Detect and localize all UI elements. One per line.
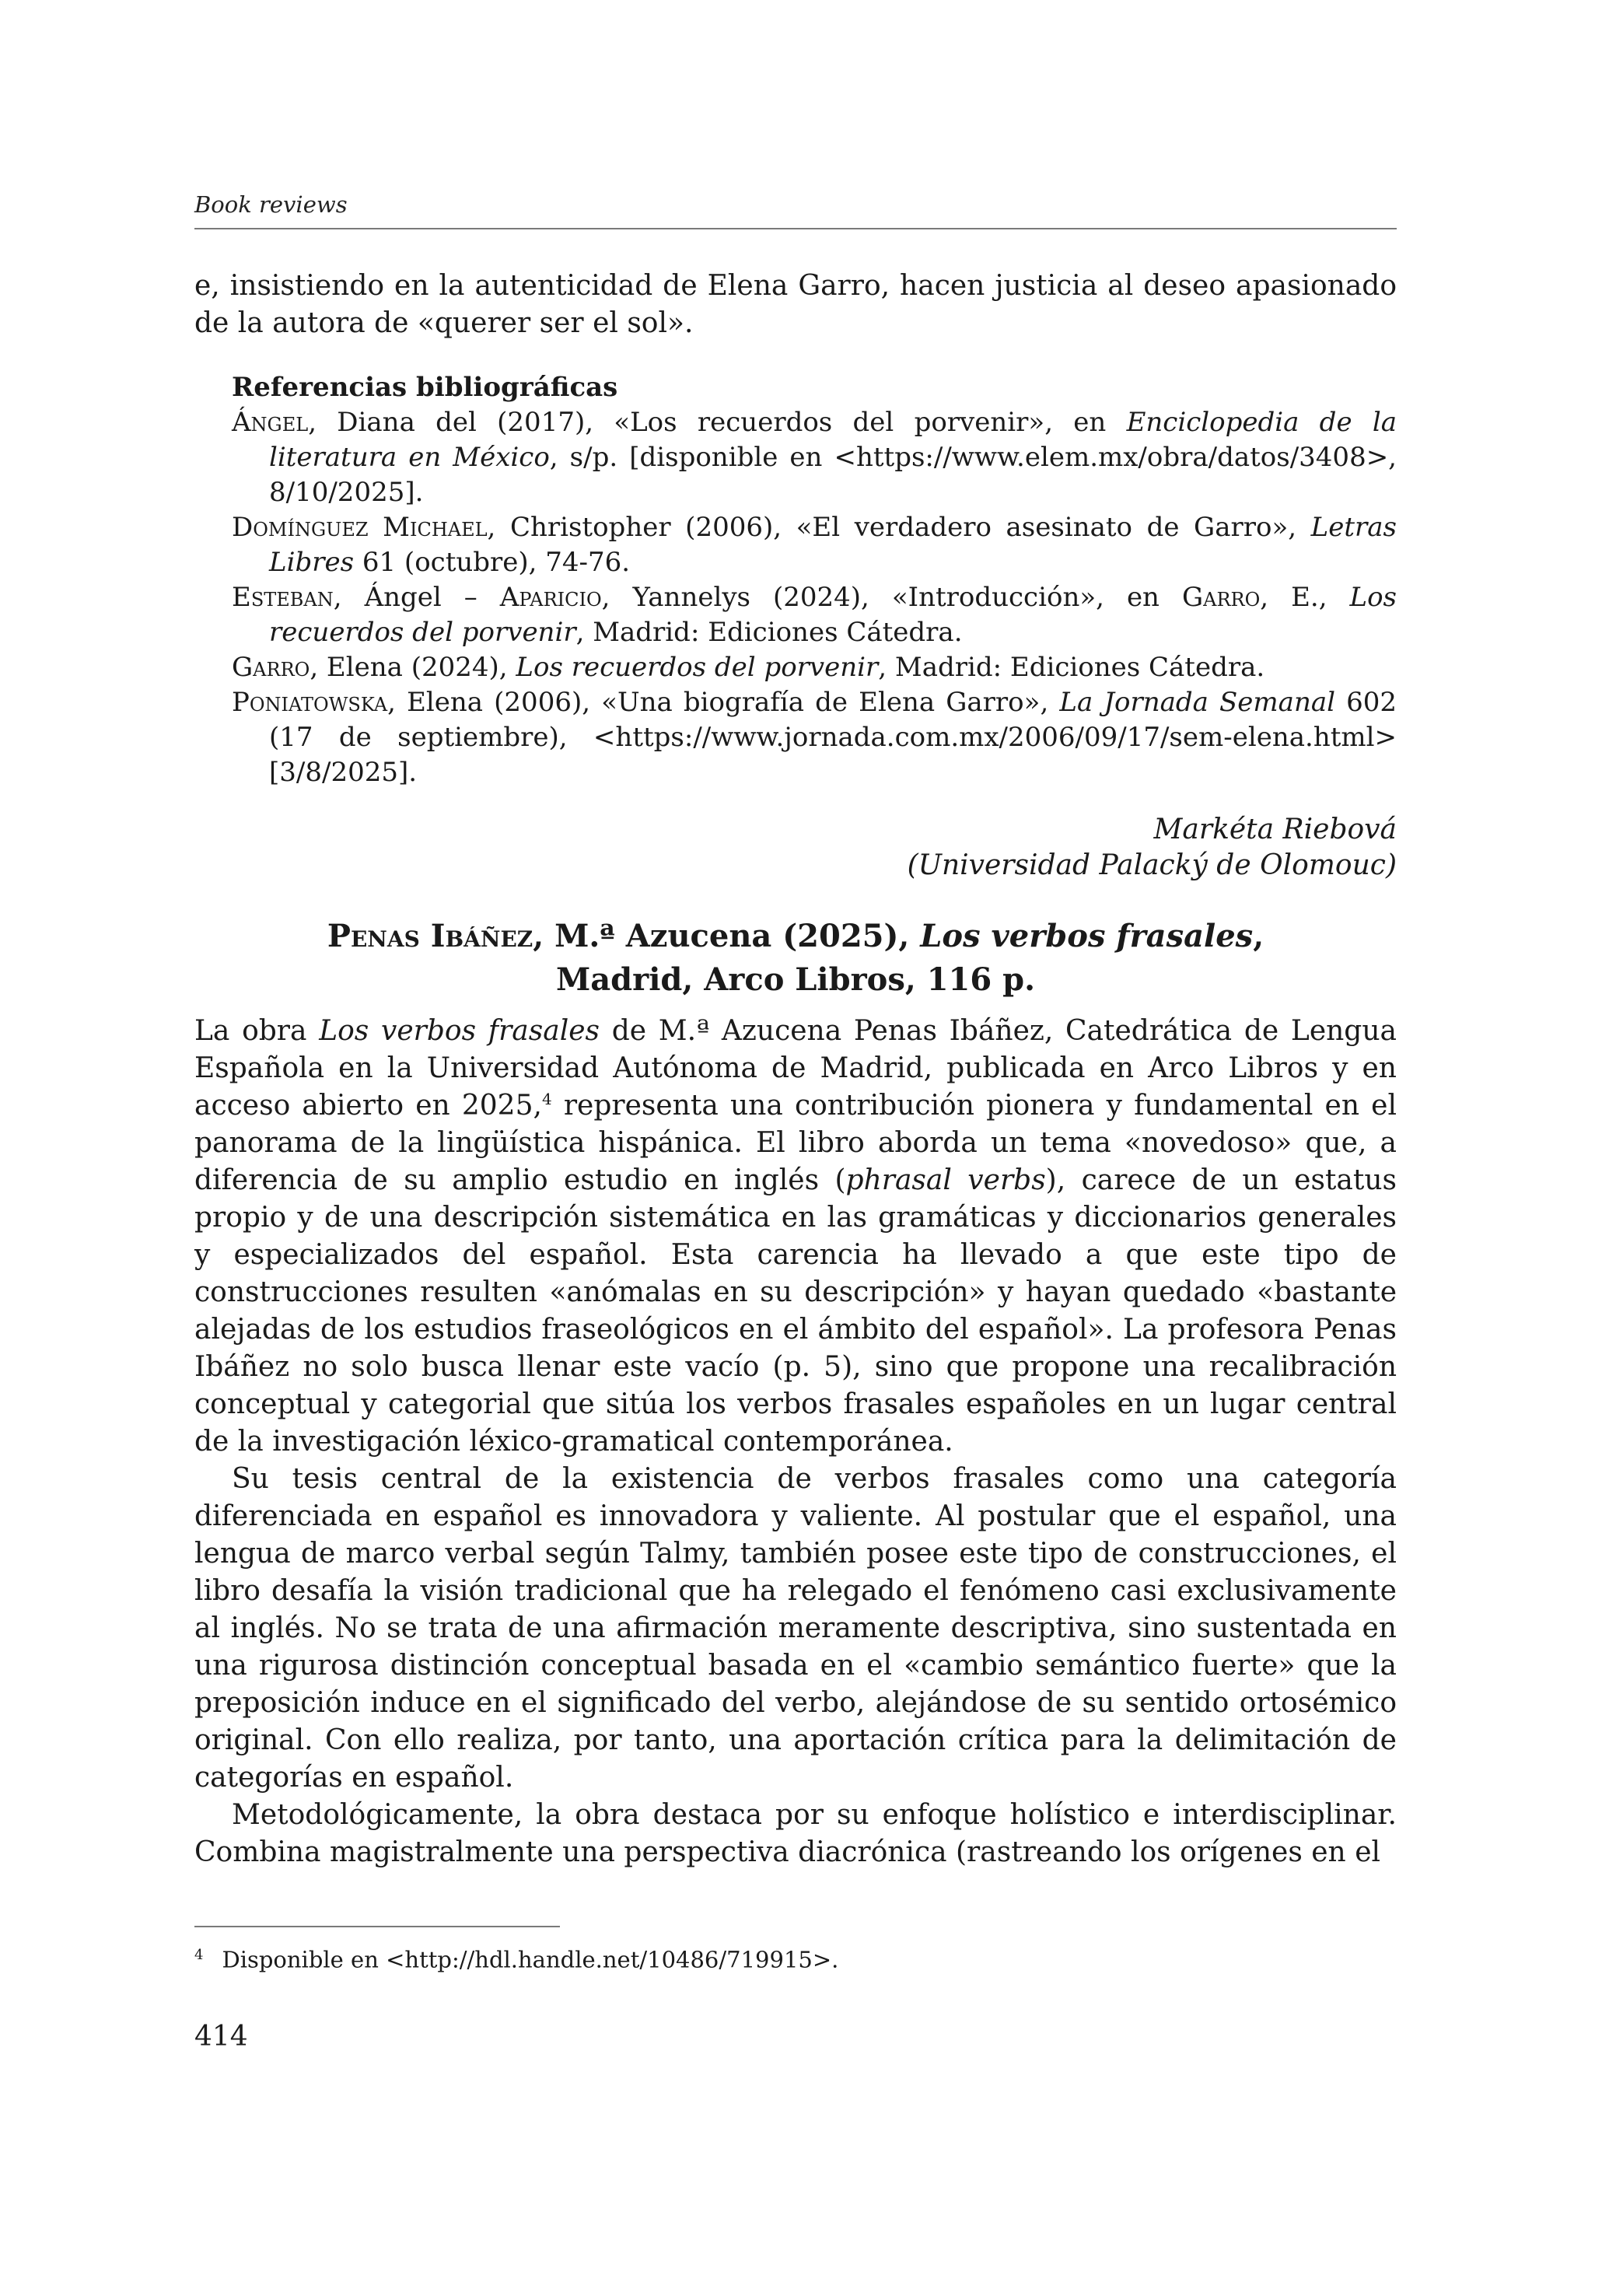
reference-source: Enciclopedia de la literatura en México [269,407,1397,473]
reference-item: Garro, Elena (2024), Los recuerdos del porvenir, Madrid: Ediciones Cátedra. [232,652,1265,683]
term-inline: phrasal verbs [845,1164,1046,1196]
reference-author: Esteban [232,582,334,613]
reference-author: Domínguez Michael [232,512,488,543]
footnote-text: Disponible en <http://hdl.handle.net/10486/719915>. [222,1946,839,1973]
references-section [194,370,1397,790]
review-author: Penas Ibáñez [327,918,533,954]
reference-source: Letras Libres [269,512,1397,578]
reference-source: Los recuerdos del porvenir [269,582,1397,648]
running-header: Book reviews [194,191,348,218]
references-heading: Referencias bibliográficas [232,372,618,403]
reviewer-affiliation: (Universidad Palacký de Olomouc) [907,849,1397,881]
review-title: Penas Ibáñez, M.ª Azucena (2025), Los verbos frasales, Madrid, Arco Libros, 116 p. [327,918,1264,998]
review-book-title: Los verbos frasales [920,918,1254,954]
book-title-inline: Los verbos frasales [319,1015,600,1047]
reference-author: Aparicio [499,582,602,613]
reviewer-signature [194,812,1397,884]
reference-source: La Jornada Semanal [1059,687,1335,718]
reference-item: Esteban, Ángel – Aparicio, Yannelys (2024), «Introducción», en Garro, E., Los recuerdos del porvenir, Madrid: Ediciones Cátedra. [232,582,1397,648]
reviewer-name: Markéta Riebová [1153,814,1397,845]
reference-author: Poniatowska [232,687,388,718]
reference-author: Ángel [232,407,309,438]
page-number: 414 [194,2021,248,2053]
footnote-divider [194,1926,560,1927]
reference-item: Poniatowska, Elena (2006), «Una biografía de Elena Garro», La Jornada Semanal 602 (17 de septiembre), <https://www.jornada.com.mx/2006/09/17/sem-elena.html> [3/8/2025]. [232,687,1397,788]
review-paragraph: La obra Los verbos frasales de M.ª Azucena Penas Ibáñez, Catedrática de Lengua Española en la Universidad Autónoma de Madrid, publicada en Arco Libros y en acceso abierto en 2025,$^4$ representa una contribución pionera y fundamental en el panorama de la lingüística hispánica. El libro aborda un tema «novedoso» que, a diferencia de su amplio estudio en inglés (phrasal verbs), carece de un estatus propio y de una descripción sistemática en las gramáticas y diccionarios generales y especializados del español. Esta carencia ha llevado a que este tipo de construcciones resulten «anómalas en su descripción» y hayan quedado «bastante alejadas de los estudios fraseológicos en el ámbito del español». La profesora Penas Ibáñez no solo busca llenar este vacío (p. 5), sino que propone una recalibración conceptual y categorial que sitúa los verbos frasales españoles en un lugar central de la investigación léxico-gramatical contemporánea. [194,1015,1397,1458]
footnote-reference[interactable]: 4 [541,1090,552,1108]
footnote-number: 4 [194,1947,204,1963]
review-paragraph: Metodológicamente, la obra destaca por su enfoque holístico e interdisciplinar. Combina magistralmente una perspectiva diacrónica (rastreando los orígenes en el [194,1799,1397,1868]
reference-author: Garro [232,652,310,683]
previous-review-closing [194,268,1397,342]
reference-source: Los recuerdos del porvenir [516,652,879,683]
reference-author: Garro [1181,582,1261,613]
review-body [194,1013,1397,1871]
reference-item: Ángel, Diana del (2017), «Los recuerdos del porvenir», en Enciclopedia de la literatura en México, s/p. [disponible en <https://www.elem.mx/obra/datos/3408>, 8/10/2025]. [232,407,1397,508]
main-content [194,268,1397,1871]
header-divider [194,228,1397,229]
footnote [194,1940,838,1976]
closing-paragraph: e, insistiendo en la autenticidad de Elena Garro, hacen justicia al deseo apasionado de la autora de «querer ser el sol». [194,270,1397,339]
review-paragraph: Su tesis central de la existencia de verbos frasales como una categoría diferenciada en español es innovadora y valiente. Al postular que el español, una lengua de marco verbal según Talmy, también posee este tipo de construcciones, el libro desafía la visión tradicional que ha relegado el fenómeno casi exclusivamente al inglés. No se trata de una afirmación meramente descriptiva, sino sustentada en una rigurosa distinción conceptual basada en el «cambio semántico fuerte» que la preposición induce en el significado del verbo, alejándose de su sentido ortosémico original. Con ello realiza, por tanto, una aportación crítica para la delimitación de categorías en español. [194,1463,1397,1794]
reference-item: Domínguez Michael, Christopher (2006), «El verdadero asesinato de Garro», Letras Libres 61 (octubre), 74-76. [232,512,1397,578]
